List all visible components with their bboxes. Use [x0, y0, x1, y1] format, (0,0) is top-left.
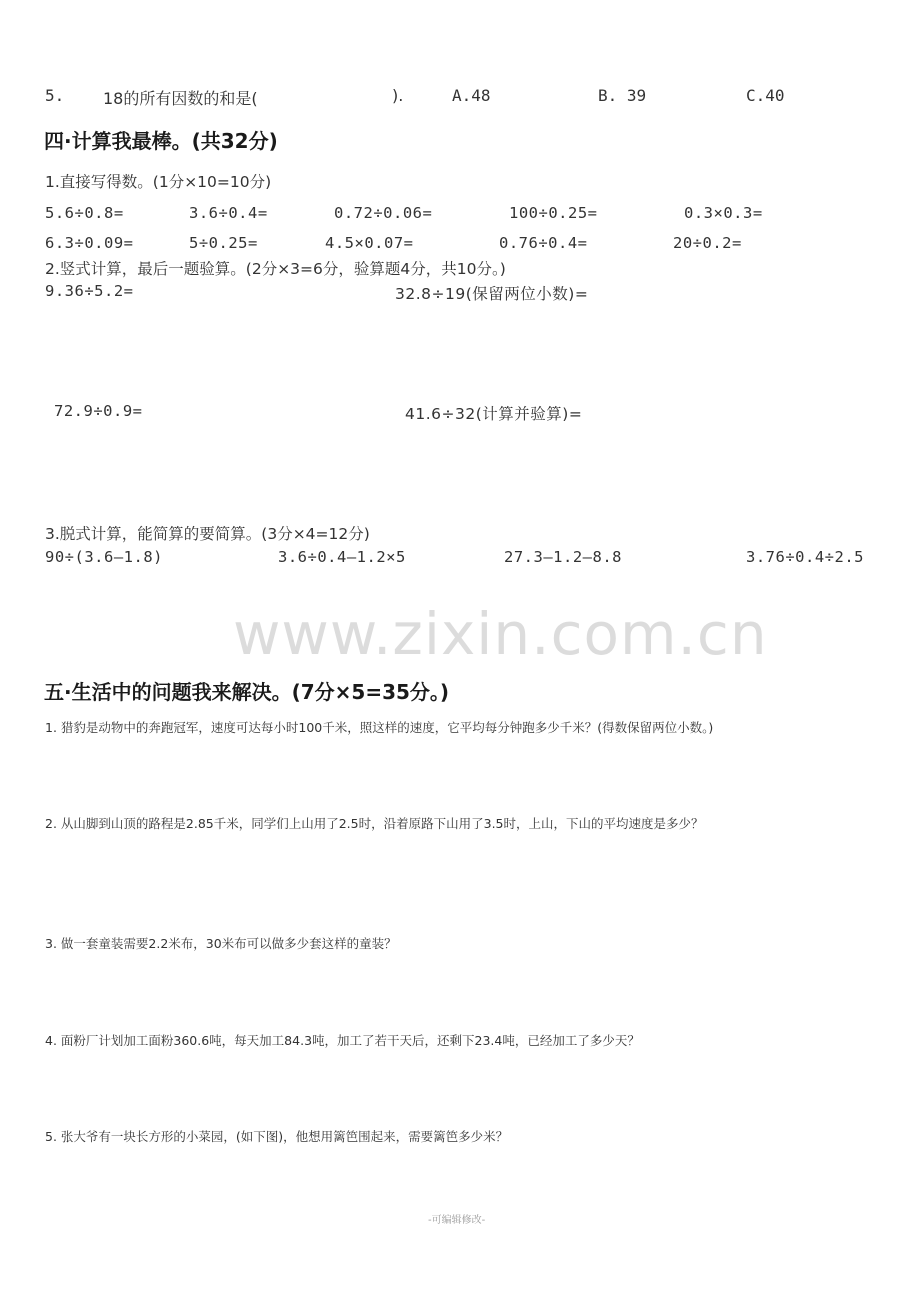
vertical-calc-2: 32.8÷19(保留两位小数)= — [395, 285, 589, 303]
calc-item: 0.76÷0.4= — [499, 234, 588, 252]
stepwise-calc-3: 27.3—1.2—8.8 — [504, 548, 622, 566]
option-a: A.48 — [452, 86, 491, 105]
part-3-title: 3.脱式计算，能简算的要简算。(3分×4=12分) — [45, 525, 370, 543]
stepwise-calc-4: 3.76÷0.4÷2.5 — [746, 548, 864, 566]
calc-item: 0.72÷0.06= — [334, 204, 433, 222]
option-b: B. 39 — [598, 86, 647, 105]
word-problem-2: 2. 从山脚到山顶的路程是2.85千米，同学们上山用了2.5时，沿着原路下山用了3.5时，上山，下山的平均速度是多少？ — [45, 816, 704, 831]
calc-item: 3.6÷0.4= — [189, 204, 268, 222]
option-c: C.40 — [746, 86, 785, 105]
part-2-title: 2.竖式计算，最后一题验算。(2分×3=6分，验算题4分，共10分。) — [45, 260, 506, 278]
section-4-title: 四·计算我最棒。(共32分) — [44, 129, 278, 153]
word-problem-3: 3. 做一套童装需要2.2米布，30米布可以做多少套这样的童装？ — [45, 936, 397, 951]
calc-item: 4.5×0.07= — [325, 234, 414, 252]
vertical-calc-4: 41.6÷32(计算并验算)= — [405, 405, 583, 423]
question-5-close: ). — [392, 86, 404, 105]
calc-item: 20÷0.2= — [673, 234, 742, 252]
watermark: www.zixin.com.cn — [233, 600, 768, 668]
question-5-text: 18的所有因数的和是( — [103, 89, 258, 108]
footer-note: -可编辑修改- — [428, 1215, 486, 1226]
calc-item: 5÷0.25= — [189, 234, 258, 252]
calc-item: 5.6÷0.8= — [45, 204, 124, 222]
vertical-calc-3: 72.9÷0.9= — [54, 402, 143, 420]
stepwise-calc-2: 3.6÷0.4—1.2×5 — [278, 548, 406, 566]
word-problem-4: 4. 面粉厂计划加工面粉360.6吨，每天加工84.3吨，加工了若干天后，还剩下23.4吨，已经加工了多少天？ — [45, 1033, 640, 1048]
section-5-title: 五·生活中的问题我来解决。(7分×5=35分。) — [44, 680, 450, 704]
calc-item: 6.3÷0.09= — [45, 234, 134, 252]
word-problem-1: 1. 猎豹是动物中的奔跑冠军，速度可达每小时100千米，照这样的速度，它平均每分钟跑多少千米？(得数保留两位小数。) — [45, 720, 714, 735]
part-1-title: 1.直接写得数。(1分×10=10分) — [45, 173, 272, 191]
word-problem-5: 5. 张大爷有一块长方形的小菜园，(如下图)，他想用篱笆围起来，需要篱笆多少米？ — [45, 1129, 509, 1144]
question-5-number: 5. — [45, 86, 65, 105]
calc-item: 100÷0.25= — [509, 204, 598, 222]
calc-item: 0.3×0.3= — [684, 204, 763, 222]
vertical-calc-1: 9.36÷5.2= — [45, 282, 134, 300]
stepwise-calc-1: 90÷(3.6—1.8) — [45, 548, 163, 566]
